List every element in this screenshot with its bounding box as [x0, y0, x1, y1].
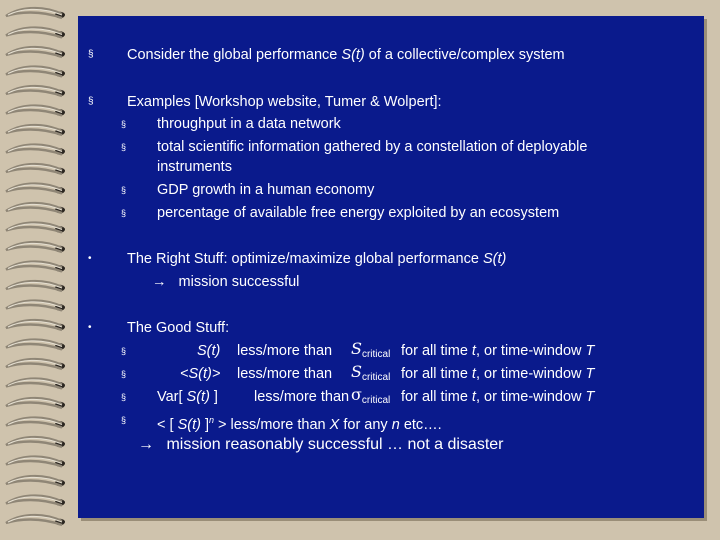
criterion-cmp: less/more than — [237, 366, 333, 382]
sub-bullet-square: § — [121, 119, 127, 129]
criterion-expr: Var[ S(t) ] — [157, 389, 218, 405]
criterion-tail: for all time t, or time-window T — [401, 389, 595, 405]
criterion-cmp: less/more than — [237, 343, 333, 359]
sub-bullet-square: § — [121, 369, 127, 379]
example-item-continuation: instruments — [157, 159, 232, 175]
spiral-binding — [0, 0, 78, 540]
example-item: GDP growth in a human economy — [157, 182, 375, 198]
criterion-tail: for all time t, or time-window T — [401, 343, 595, 359]
example-item: total scientific information gathered by a constellation of deployable — [157, 139, 588, 155]
good-stuff-label: The Good Stuff: — [127, 320, 230, 336]
sub-bullet-square: § — [121, 346, 127, 356]
arrow-right-icon: → — [152, 274, 167, 290]
criterion-cmp: less/more than — [254, 389, 350, 405]
example-item: percentage of available free energy exploited by an ecosystem — [157, 205, 560, 221]
bullet-square: § — [88, 96, 94, 107]
item2-label: Examples [Workshop website, Tumer & Wolpert]: — [127, 94, 442, 110]
arrow-right-icon: → — [138, 436, 154, 453]
sub-bullet-square: § — [121, 415, 127, 425]
criterion-expr: <S(t)> — [180, 366, 221, 382]
bullet-round: • — [88, 253, 92, 264]
sub-bullet-square: § — [121, 185, 127, 195]
criterion-tail: for all time t, or time-window T — [401, 366, 595, 382]
criterion-threshold: $S_{critical}$ — [351, 362, 391, 383]
sub-bullet-square: § — [121, 208, 127, 218]
bullet-square: § — [88, 49, 94, 60]
right-stuff-line: The Right Stuff: optimize/maximize global performance S(t) — [127, 251, 507, 267]
sub-bullet-square: § — [121, 392, 127, 402]
moment-criterion: < [ S(t) ]$^n$ > less/more than X for any n etc…. — [157, 415, 442, 433]
sub-bullet-square: § — [121, 142, 127, 152]
bullet-round: • — [88, 322, 92, 333]
item1-text: Consider the global performance S(t) of a collective/complex system — [127, 47, 565, 63]
conclusion-line: → mission reasonably successful … not a disaster — [138, 436, 504, 453]
criterion-threshold: $S_{critical}$ — [351, 339, 391, 360]
right-stuff-result: → mission successful — [152, 274, 300, 290]
criterion-expr: S(t) — [197, 343, 221, 359]
criterion-threshold: $\sigma_{critical}$ — [351, 385, 391, 406]
example-item: throughput in a data network — [157, 116, 341, 132]
